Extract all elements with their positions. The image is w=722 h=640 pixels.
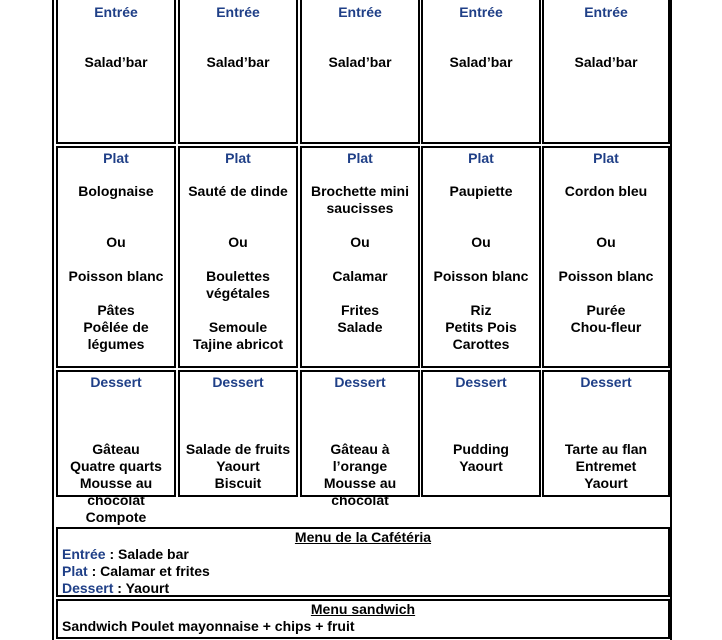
plat-heading: Plat bbox=[468, 150, 494, 166]
plat-line bbox=[423, 285, 539, 302]
dessert-items bbox=[423, 407, 539, 475]
plat-line bbox=[544, 200, 668, 217]
dessert-items bbox=[544, 407, 668, 492]
plat-line: Ou bbox=[106, 234, 126, 250]
dessert-line: chocolat bbox=[87, 492, 145, 508]
dessert-line bbox=[180, 424, 296, 441]
plat-cell-day-5 bbox=[542, 146, 670, 368]
plat-line bbox=[544, 285, 668, 302]
entree-item: Salad’bar bbox=[449, 54, 513, 70]
plat-line bbox=[180, 302, 296, 319]
entree-cell-day-2 bbox=[178, 0, 298, 144]
plat-line: Bolognaise bbox=[78, 183, 154, 199]
dessert-line bbox=[544, 424, 668, 441]
cafeteria-dessert-value: : Yaourt bbox=[113, 580, 170, 596]
entree-item: Salad’bar bbox=[84, 54, 148, 70]
plat-line: Purée bbox=[586, 302, 626, 318]
dessert-line: Gâteau bbox=[92, 441, 140, 457]
dessert-line bbox=[302, 407, 418, 424]
cafeteria-plat-value: : Calamar et frites bbox=[87, 563, 210, 579]
cafeteria-entree-label: Entrée bbox=[62, 546, 106, 562]
cafeteria-plat-label: Plat bbox=[62, 563, 88, 579]
dessert-heading: Dessert bbox=[455, 374, 507, 390]
dessert-items bbox=[180, 407, 296, 492]
cafeteria-entree-value: : Salade bar bbox=[105, 546, 189, 562]
plat-line: Poisson blanc bbox=[558, 268, 654, 284]
plat-line bbox=[302, 251, 418, 268]
dessert-line: Gâteau à bbox=[330, 441, 390, 457]
cafeteria-dessert-row bbox=[58, 580, 668, 597]
entree-cell-day-4 bbox=[421, 0, 541, 144]
dessert-line: chocolat bbox=[331, 492, 389, 508]
plat-items bbox=[58, 183, 174, 353]
sandwich-menu-title: Menu sandwich bbox=[310, 601, 416, 617]
plat-line bbox=[544, 217, 668, 234]
plat-items bbox=[544, 183, 668, 336]
plat-line bbox=[302, 217, 418, 234]
plat-line: Poêlée de bbox=[83, 319, 149, 335]
cafeteria-menu-title: Menu de la Cafétéria bbox=[294, 529, 432, 545]
dessert-line: Yaourt bbox=[216, 458, 260, 474]
entree-cell-day-1 bbox=[56, 0, 176, 144]
entree-heading: Entrée bbox=[216, 4, 260, 20]
dessert-heading: Dessert bbox=[580, 374, 632, 390]
dessert-cell-day-5 bbox=[542, 370, 670, 497]
cafeteria-plat-row bbox=[58, 563, 668, 580]
dessert-heading: Dessert bbox=[90, 374, 142, 390]
plat-line bbox=[180, 251, 296, 268]
plat-heading: Plat bbox=[225, 150, 251, 166]
dessert-heading: Dessert bbox=[212, 374, 264, 390]
plat-line bbox=[302, 285, 418, 302]
plat-line: Brochette mini bbox=[310, 183, 409, 199]
plat-line bbox=[544, 251, 668, 268]
plat-line: légumes bbox=[87, 336, 145, 352]
plat-cell-day-1 bbox=[56, 146, 176, 368]
plat-line: Pâtes bbox=[97, 302, 135, 318]
plat-line: saucisses bbox=[326, 200, 394, 216]
plat-line: Calamar bbox=[332, 268, 388, 284]
dessert-line: Biscuit bbox=[214, 475, 262, 491]
plat-line: Petits Pois bbox=[445, 319, 517, 335]
dessert-items bbox=[302, 407, 418, 509]
plat-line: Salade bbox=[337, 319, 383, 335]
plat-line: Boulettes bbox=[206, 268, 270, 284]
plat-line bbox=[58, 217, 174, 234]
plat-line: Sauté de dinde bbox=[188, 183, 288, 199]
sandwich-menu-line: Sandwich Poulet mayonnaise + chips + fruit bbox=[62, 618, 355, 634]
plat-line: Frites bbox=[340, 302, 380, 318]
plat-line bbox=[58, 251, 174, 268]
plat-line: Paupiette bbox=[449, 183, 513, 199]
plat-line: Poisson blanc bbox=[433, 268, 529, 284]
cafeteria-menu-box bbox=[56, 527, 670, 597]
dessert-items bbox=[58, 407, 174, 526]
dessert-cell-day-3 bbox=[300, 370, 420, 508]
dessert-line bbox=[423, 424, 539, 441]
plat-heading: Plat bbox=[347, 150, 373, 166]
dessert-line: Mousse au bbox=[323, 475, 397, 491]
plat-line: Poisson blanc bbox=[68, 268, 164, 284]
dessert-cell-day-2 bbox=[178, 370, 298, 497]
dessert-line: Entremet bbox=[575, 458, 637, 474]
entree-heading: Entrée bbox=[584, 4, 628, 20]
entree-item: Salad’bar bbox=[574, 54, 638, 70]
plat-line: Ou bbox=[350, 234, 370, 250]
plat-line bbox=[58, 200, 174, 217]
dessert-line: Mousse au bbox=[79, 475, 153, 491]
dessert-line bbox=[423, 407, 539, 424]
plat-heading: Plat bbox=[103, 150, 129, 166]
dessert-heading: Dessert bbox=[334, 374, 386, 390]
dessert-line: Compote bbox=[85, 509, 147, 525]
plat-line: Ou bbox=[228, 234, 248, 250]
plat-cell-day-4 bbox=[421, 146, 541, 368]
entree-cell-day-3 bbox=[300, 0, 420, 144]
dessert-cell-day-1 bbox=[56, 370, 176, 525]
plat-line: Riz bbox=[470, 302, 492, 318]
dessert-line bbox=[180, 407, 296, 424]
dessert-line: Yaourt bbox=[459, 458, 503, 474]
dessert-line bbox=[58, 424, 174, 441]
entree-heading: Entrée bbox=[459, 4, 503, 20]
entree-heading: Entrée bbox=[338, 4, 382, 20]
dessert-line bbox=[544, 407, 668, 424]
plat-cell-day-3 bbox=[300, 146, 420, 368]
plat-cell-day-2 bbox=[178, 146, 298, 368]
plat-line: Cordon bleu bbox=[564, 183, 648, 199]
dessert-line: Quatre quarts bbox=[70, 458, 162, 474]
dessert-line bbox=[58, 407, 174, 424]
plat-line bbox=[180, 217, 296, 234]
sandwich-menu-box bbox=[56, 599, 670, 639]
plat-heading: Plat bbox=[593, 150, 619, 166]
cafeteria-entree-row bbox=[58, 546, 668, 563]
dessert-line: l’orange bbox=[332, 458, 388, 474]
plat-line: Carottes bbox=[452, 336, 510, 352]
dessert-line: Salade de fruits bbox=[185, 441, 291, 457]
plat-line: Semoule bbox=[208, 319, 268, 335]
plat-line bbox=[423, 251, 539, 268]
plat-items bbox=[423, 183, 539, 353]
dessert-line: Yaourt bbox=[584, 475, 628, 491]
entree-item: Salad’bar bbox=[328, 54, 392, 70]
entree-item: Salad’bar bbox=[206, 54, 270, 70]
plat-line bbox=[423, 200, 539, 217]
plat-line bbox=[180, 200, 296, 217]
dessert-line: Pudding bbox=[453, 441, 509, 457]
plat-line: Tajine abricot bbox=[193, 336, 283, 352]
plat-line bbox=[58, 285, 174, 302]
dessert-line: Tarte au flan bbox=[564, 441, 648, 457]
cafeteria-dessert-label: Dessert bbox=[62, 580, 114, 596]
plat-items bbox=[302, 183, 418, 336]
dessert-cell-day-4 bbox=[421, 370, 541, 497]
dessert-line bbox=[302, 424, 418, 441]
entree-heading: Entrée bbox=[94, 4, 138, 20]
plat-line: Ou bbox=[471, 234, 491, 250]
plat-line: végétales bbox=[206, 285, 270, 301]
plat-line: Ou bbox=[596, 234, 616, 250]
plat-line bbox=[423, 217, 539, 234]
plat-line: Chou-fleur bbox=[570, 319, 642, 335]
plat-items bbox=[180, 183, 296, 353]
entree-cell-day-5 bbox=[542, 0, 670, 144]
